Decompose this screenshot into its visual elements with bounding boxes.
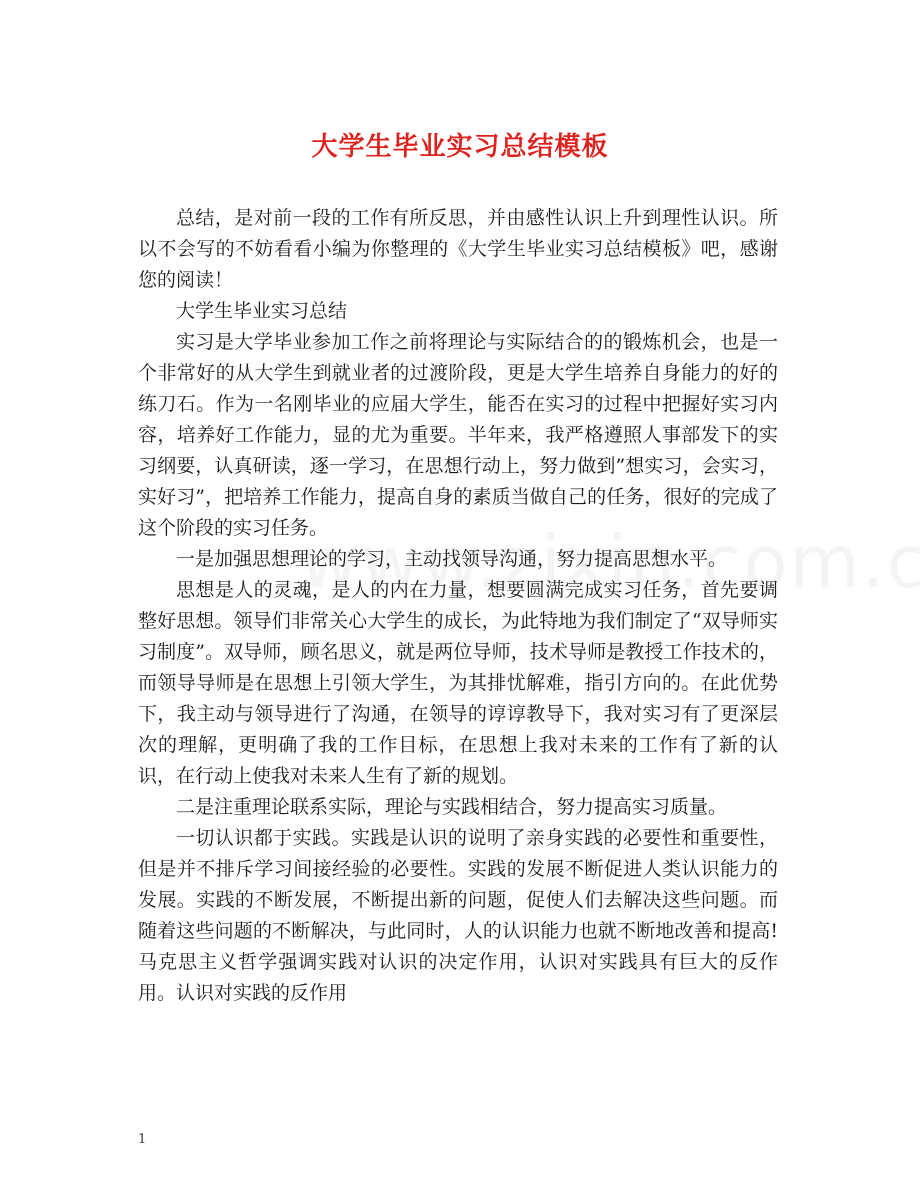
page-number: 1 (138, 1132, 147, 1147)
body-paragraph: 实习是大学毕业参加工作之前将理论与实际结合的的锻炼机会，也是一个非常好的从大学生到就业者的过渡阶段，更是大学生培养自身能力的好的练刀石。作为一名刚毕业的应届大学生，能否在实习的过程中把握好实习内容，培养好工作能力，显的尤为重要。半年来，我严格遵照人事部发下的实习纲要，认真研读，逐一学习，在思想行动上，努力做到”想实习，会实习，实好习”，把培养工作能力，提高自身的素质当做自己的任务，很好的完成了这个阶段的实习任务。 (138, 331, 778, 539)
body-paragraph: 一切认识都于实践。实践是认识的说明了亲身实践的必要性和重要性，但是并不排斥学习间接经验的必要性。实践的发展不断促进人类认识能力的发展。实践的不断发展，不断提出新的问题，促使人们去解决这些问题。而随着这些问题的不断解决，与此同时，人的认识能力也就不断地改善和提高!马克思主义哲学强调实践对认识的决定作用，认识对实践具有巨大的反作用。认识对实践的反作用 (138, 827, 778, 1004)
body-paragraph: 思想是人的灵魂，是人的内在力量，想要圆满完成实习任务，首先要调整好思想。领导们非常关心大学生的成长，为此特地为我们制定了“双导师实习制度”。双导师，顾名思义，就是两位导师，技术导师是教授工作技术的，而领导导师是在思想上引领大学生，为其排忧解难，指引方向的。在此优势下，我主动与领导进行了沟通，在领导的谆谆教导下，我对实习有了更深层次的理解，更明确了我的工作目标，在思想上我对未来的工作有了新的认识，在行动上使我对未来人生有了新的规划。 (138, 579, 778, 787)
point-heading-1: 一是加强思想理论的学习，主动找领导沟通，努力提高思想水平。 (176, 548, 728, 570)
intro-paragraph: 总结，是对前一段的工作有所反思，并由感性认识上升到理性认识。所以不会写的不妨看看小编为你整理的《大学生毕业实习总结模板》吧，感谢您的阅读！ (138, 207, 778, 291)
point-heading-2: 二是注重理论联系实际，理论与实践相结合，努力提高实习质量。 (176, 796, 728, 818)
document-body (138, 203, 778, 1009)
section-heading: 大学生毕业实习总结 (176, 300, 348, 322)
document-title: 大学生毕业实习总结模板 (311, 132, 609, 162)
